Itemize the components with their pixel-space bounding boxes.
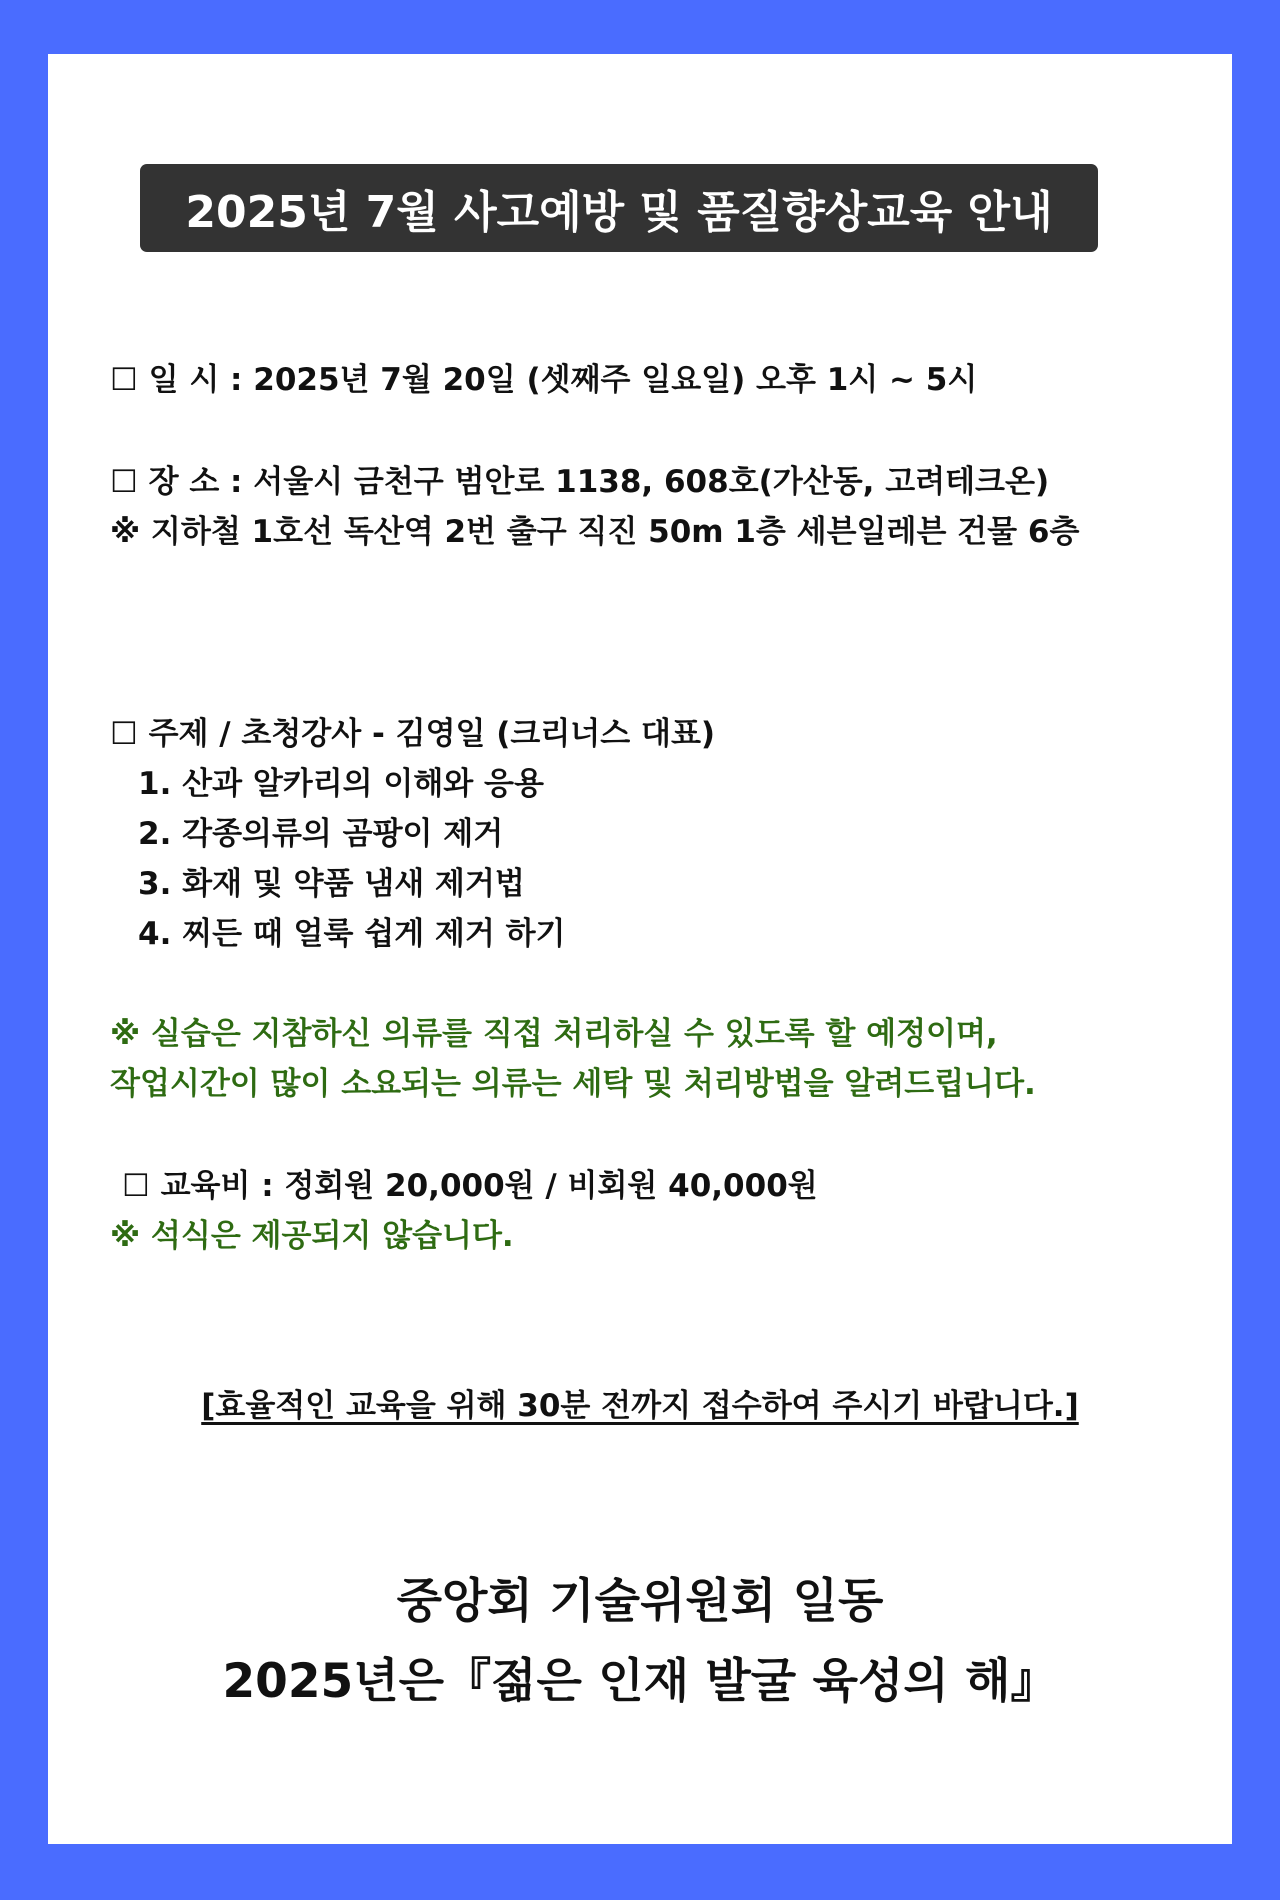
registration-note-text: [효율적인 교육을 위해 30분 전까지 접수하여 주시기 바랍니다.]	[201, 1388, 1079, 1424]
topic-item: 2. 각종의류의 곰팡이 제거	[138, 816, 504, 852]
directions-line: ※ 지하철 1호선 독산역 2번 출구 직진 50m 1층 세븐일레븐 건물 6층	[110, 514, 1080, 550]
topic-heading: ☐ 주제 / 초청강사 - 김영일 (크리너스 대표)	[110, 716, 716, 752]
footer-committee: 중앙회 기술위원회 일동	[396, 1574, 884, 1629]
practice-note-line: ※ 실습은 지참하신 의류를 직접 처리하실 수 있도록 할 예정이며,	[110, 1016, 998, 1052]
practice-note-line: 작업시간이 많이 소요되는 의류는 세탁 및 처리방법을 알려드립니다.	[110, 1066, 1036, 1102]
topic-item: 3. 화재 및 약품 냄새 제거법	[138, 866, 525, 902]
place-line: ☐ 장 소 : 서울시 금천구 범안로 1138, 608호(가산동, 고려테크온)	[110, 464, 1050, 500]
registration-note	[48, 1380, 1232, 1425]
notice-sheet	[48, 54, 1232, 1844]
footer-slogan: 2025년은『젊은 인재 발굴 육성의 해』	[222, 1654, 1058, 1709]
page-title: 2025년 7월 사고예방 및 품질향상교육 안내	[185, 187, 1053, 238]
topic-item: 1. 산과 알카리의 이해와 응용	[138, 766, 544, 802]
datetime-line: ☐ 일 시 : 2025년 7월 20일 (셋째주 일요일) 오후 1시 ~ 5시	[110, 362, 978, 398]
topic-item: 4. 찌든 때 얼룩 쉽게 제거 하기	[138, 916, 566, 952]
meal-note: ※ 석식은 제공되지 않습니다.	[110, 1218, 514, 1254]
title-banner	[140, 164, 1098, 252]
fee-line: ☐ 교육비 : 정회원 20,000원 / 비회원 40,000원	[122, 1168, 818, 1204]
